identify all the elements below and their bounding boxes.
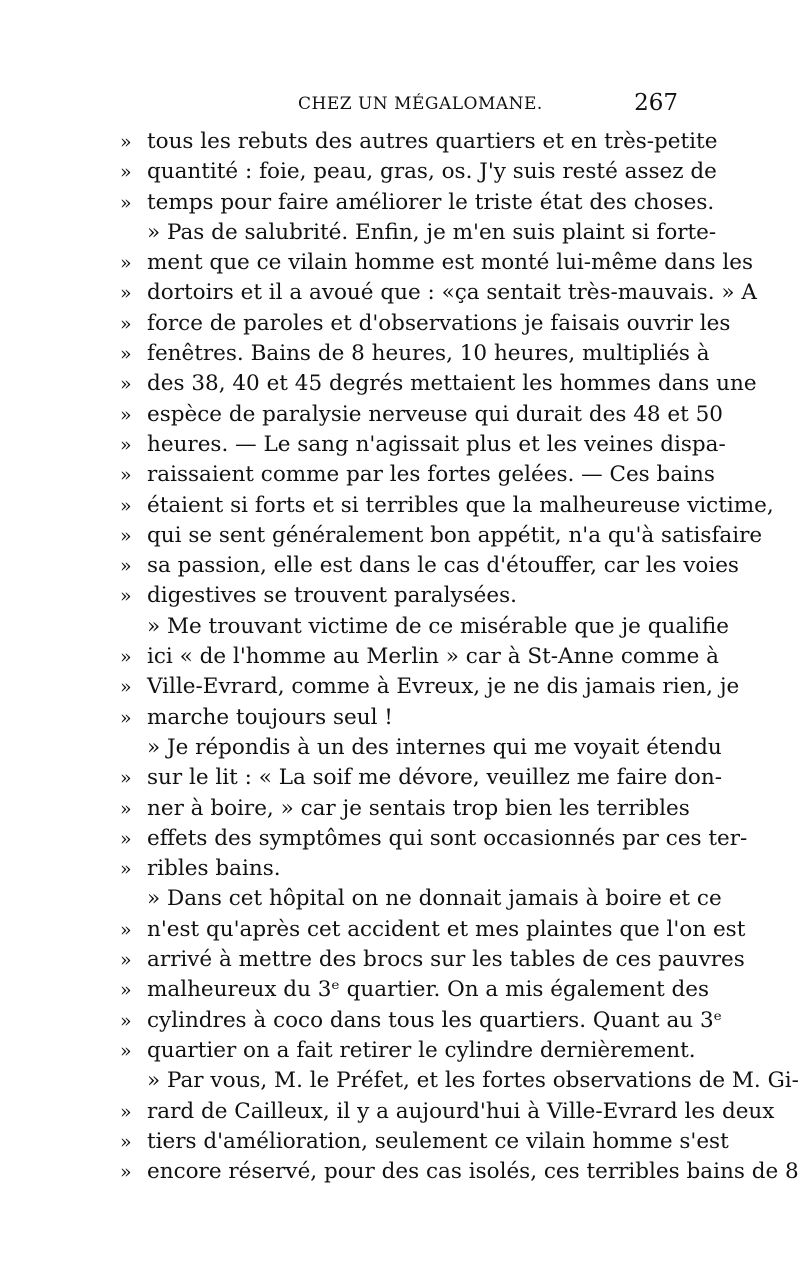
line-text: tous les rebuts des autres quartiers et en très-petite (147, 129, 718, 154)
text-line (118, 1066, 799, 1096)
quote-mark: » (120, 949, 132, 972)
line-text: sur le lit : « La soif me dévore, veuillez me faire don- (147, 765, 722, 791)
text-line (118, 733, 722, 763)
text-line (118, 824, 748, 854)
line-text: ment que ce vilain homme est monté lui-même dans les (147, 250, 754, 276)
line-text: marche toujours seul ! (147, 704, 393, 730)
line-text: arrivé à mettre des brocs sur les tables de ces pauvres (147, 947, 745, 973)
text-line (118, 430, 726, 460)
text-line (118, 521, 763, 551)
quote-mark: » (120, 1100, 132, 1123)
line-text: n'est qu'après cet accident et mes plaintes que l'on est (147, 916, 746, 942)
quote-mark: » (120, 555, 132, 578)
quote-mark: » (120, 918, 132, 941)
quote-mark: » (120, 1130, 132, 1153)
text-line (118, 975, 710, 1005)
line-text: fenêtres. Bains de 8 heures, 10 heures, multipliés à (147, 341, 710, 367)
line-text: qui se sent généralement bon appétit, n'a qu'à satisfaire (147, 522, 763, 548)
quote-mark: » (120, 282, 132, 305)
text-line (118, 1127, 729, 1157)
quote-mark: » (120, 706, 132, 729)
quote-mark: » (120, 585, 132, 608)
quote-mark: » (120, 252, 132, 275)
quote-mark: » (120, 161, 132, 184)
line-text: temps pour faire améliorer le triste état des choses. (147, 189, 715, 215)
text-line (118, 491, 774, 521)
line-text: effets des symptômes qui sont occasionnés par ces ter- (147, 825, 748, 851)
line-text: sa passion, elle est dans le cas d'étouffer, car les voies (147, 553, 739, 579)
quote-mark: » (120, 827, 132, 850)
text-line (118, 309, 731, 339)
text-line (118, 794, 690, 824)
quote-mark: » (120, 494, 132, 517)
text-line (118, 127, 718, 157)
text-line (118, 157, 717, 187)
quote-mark: » (120, 858, 132, 881)
text-line (118, 369, 757, 399)
line-text: » Pas de salubrité. Enfin, je m'en suis plaint si forte- (147, 219, 717, 245)
line-text: des 38, 40 et 45 degrés mettaient les hommes dans une (147, 371, 757, 397)
page-header (118, 90, 678, 120)
line-text: Ville-Evrard, comme à Evreux, je ne dis jamais rien, je (147, 674, 740, 700)
quote-mark: » (120, 433, 132, 456)
line-text: ribles bains. (147, 856, 281, 882)
line-text: » Dans cet hôpital on ne donnait jamais à boire et ce (147, 886, 722, 912)
text-line (118, 218, 717, 248)
line-text: force de paroles et d'observations je faisais ouvrir les (147, 310, 731, 336)
line-text: quantité : foie, peau, gras, os. J'y suis resté assez de (147, 159, 717, 185)
quote-mark: » (120, 343, 132, 366)
quote-mark: » (120, 1161, 132, 1184)
text-line (118, 278, 757, 308)
text-line (118, 945, 745, 975)
quote-mark: » (120, 1009, 132, 1032)
text-line (118, 1036, 696, 1066)
quote-mark: » (120, 373, 132, 396)
line-text: » Me trouvant victime de ce misérable que je qualifie (147, 613, 729, 639)
text-line (118, 672, 740, 702)
text-line (118, 551, 739, 581)
text-line (118, 703, 678, 733)
quote-mark: » (120, 464, 132, 487)
line-text: ner à boire, » car je sentais trop bien les terribles (147, 795, 690, 821)
text-line (118, 248, 754, 278)
text-line (118, 884, 722, 914)
text-line (118, 400, 723, 430)
line-text: dortoirs et il a avoué que : «ça sentait très-mauvais. » A (147, 280, 757, 306)
line-text: » Je répondis à un des internes qui me voyait étendu (147, 734, 722, 760)
quote-mark: » (120, 979, 132, 1002)
text-line (118, 1157, 799, 1187)
line-text: tiers d'amélioration, seulement ce vilain homme s'est (147, 1128, 729, 1154)
text-line (118, 1006, 722, 1036)
line-text: espèce de paralysie nerveuse qui durait des 48 et 50 (147, 401, 723, 427)
text-line (118, 612, 729, 642)
running-title: CHEZ UN MÉGALOMANE. (298, 94, 543, 114)
quote-mark: » (120, 312, 132, 335)
text-line (118, 642, 719, 672)
quote-mark: » (120, 524, 132, 547)
page-number: 267 (634, 90, 678, 116)
quote-mark: » (120, 1039, 132, 1062)
quote-mark: » (120, 403, 132, 426)
quote-mark: » (120, 676, 132, 699)
quote-mark: » (120, 191, 132, 214)
text-line (118, 915, 746, 945)
line-text: » Par vous, M. le Préfet, et les fortes observations de M. Gi- (147, 1068, 799, 1094)
body-text (118, 127, 799, 1187)
line-text: ici « de l'homme au Merlin » car à St-Anne comme à (147, 644, 719, 670)
text-line (118, 188, 715, 218)
line-text: digestives se trouvent paralysées. (147, 583, 517, 609)
line-text: quartier on a fait retirer le cylindre dernièrement. (147, 1037, 696, 1063)
line-text: encore réservé, pour des cas isolés, ces terribles bains de 8 (147, 1159, 799, 1185)
line-text: étaient si forts et si terribles que la malheureuse victime, (147, 492, 774, 518)
quote-mark: » (120, 767, 132, 790)
text-line (118, 763, 722, 793)
line-text: heures. — Le sang n'agissait plus et les veines dispa- (147, 431, 726, 457)
text-line (118, 854, 678, 884)
quote-mark: » (120, 646, 132, 669)
quote-mark: » (120, 797, 132, 820)
quote-mark: » (120, 131, 132, 153)
line-text: rard de Cailleux, il y a aujourd'hui à Ville-Evrard les deux (147, 1098, 775, 1124)
line-text: raissaient comme par les fortes gelées. — Ces bains (147, 462, 715, 488)
text-line (118, 339, 710, 369)
text-line (118, 460, 715, 490)
line-text: cylindres à coco dans tous les quartiers. Quant au 3ᵉ (147, 1007, 722, 1033)
text-line (118, 1097, 775, 1127)
line-text: malheureux du 3ᵉ quartier. On a mis également des (147, 977, 710, 1003)
text-line (118, 581, 678, 611)
